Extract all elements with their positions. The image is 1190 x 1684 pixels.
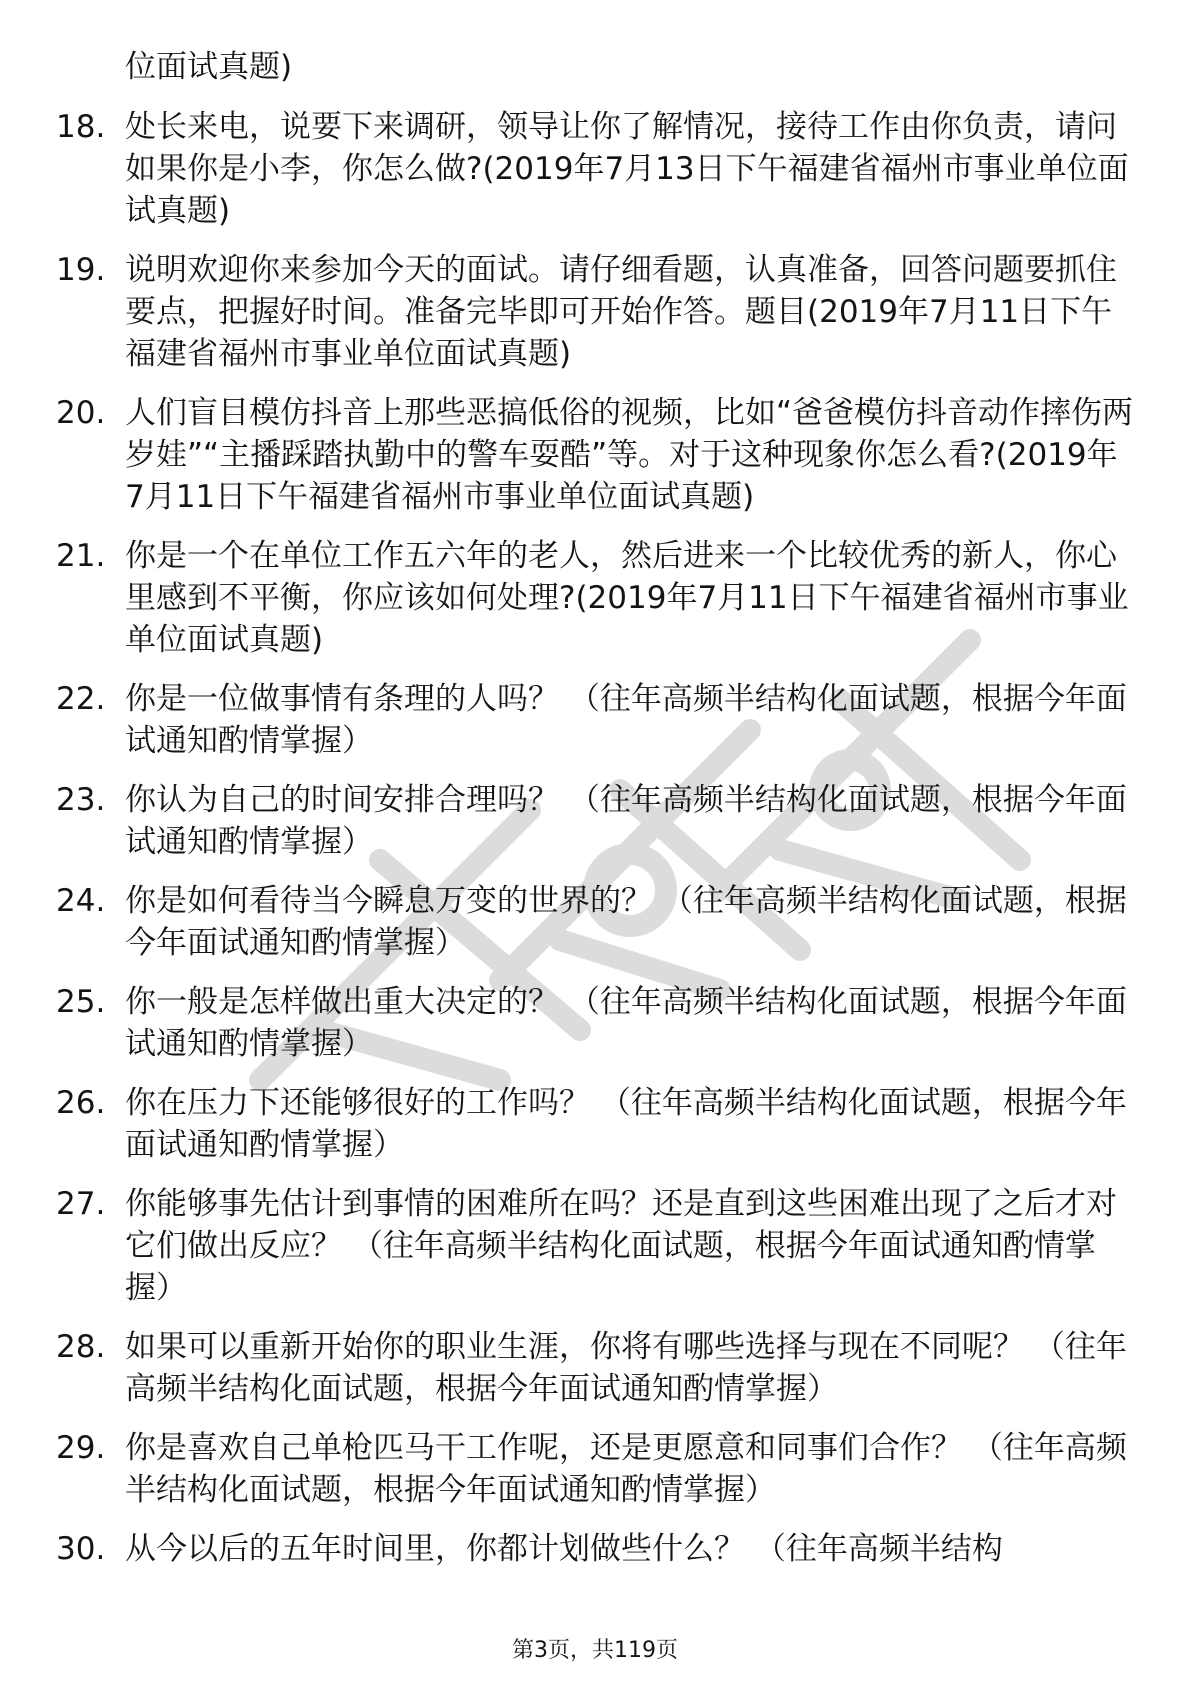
question-text: 处长来电，说要下来调研，领导让你了解情况，接待工作由你负责，请问如果你是小李，你怎么做?(2019年7月13日下午福建省福州市事业单位面试真题)	[125, 109, 1129, 229]
question-item-24	[56, 880, 1136, 964]
question-item-22	[56, 678, 1136, 762]
question-text: 你是喜欢自己单枪匹马干工作呢，还是更愿意和同事们合作？ （往年高频半结构化面试题，根据今年面试通知酌情掌握）	[125, 1430, 1127, 1508]
question-number: 23.	[56, 782, 106, 818]
question-number: 19.	[56, 252, 106, 288]
question-text: 你是如何看待当今瞬息万变的世界的？ （往年高频半结构化面试题，根据今年面试通知酌情掌握）	[125, 883, 1127, 961]
main-content	[56, 46, 1136, 1587]
question-text: 你认为自己的时间安排合理吗？ （往年高频半结构化面试题，根据今年面试通知酌情掌握）	[125, 782, 1127, 860]
question-list	[56, 106, 1136, 1570]
question-item-18	[56, 106, 1136, 232]
question-text: 你能够事先估计到事情的困难所在吗？还是直到这些困难出现了之后才对它们做出反应？ （往年高频半结构化面试题，根据今年面试通知酌情掌握）	[125, 1186, 1117, 1306]
continuation-text: 位面试真题)	[125, 49, 293, 85]
question-text: 你是一个在单位工作五六年的老人，然后进来一个比较优秀的新人，你心里感到不平衡，你应该如何处理?(2019年7月11日下午福建省福州市事业单位面试真题)	[125, 538, 1129, 658]
question-number: 26.	[56, 1085, 106, 1121]
question-number: 21.	[56, 538, 106, 574]
question-number: 30.	[56, 1531, 106, 1567]
question-number: 25.	[56, 984, 106, 1020]
question-item-20	[56, 392, 1136, 518]
question-number: 29.	[56, 1430, 106, 1466]
question-item-27	[56, 1183, 1136, 1309]
question-item-25	[56, 981, 1136, 1065]
question-item-29	[56, 1427, 1136, 1511]
question-text: 人们盲目模仿抖音上那些恶搞低俗的视频，比如“爸爸模仿抖音动作摔伤两岁娃”“主播踩踏执勤中的警车耍酷”等。对于这种现象你怎么看?(2019年7月11日下午福建省福州市事业单位面试真题)	[125, 395, 1134, 515]
question-item-26	[56, 1082, 1136, 1166]
page-footer: 第3页，共119页	[512, 1638, 678, 1663]
question-number: 20.	[56, 395, 106, 431]
question-item-19	[56, 249, 1136, 375]
question-number: 18.	[56, 109, 106, 145]
question-number: 22.	[56, 681, 106, 717]
question-item-21	[56, 535, 1136, 661]
question-number: 24.	[56, 883, 106, 919]
question-number: 28.	[56, 1329, 106, 1365]
question-text: 从今以后的五年时间里，你都计划做些什么？ （往年高频半结构	[125, 1531, 1003, 1567]
question-text: 说明欢迎你来参加今天的面试。请仔细看题，认真准备，回答问题要抓住要点，把握好时间。准备完毕即可开始作答。题目(2019年7月11日下午福建省福州市事业单位面试真题)	[125, 252, 1117, 372]
question-item-28	[56, 1326, 1136, 1410]
question-text: 如果可以重新开始你的职业生涯，你将有哪些选择与现在不同呢？ （往年高频半结构化面试题，根据今年面试通知酌情掌握）	[125, 1329, 1127, 1407]
question-number: 27.	[56, 1186, 106, 1222]
question-item-23	[56, 779, 1136, 863]
question-text: 你是一位做事情有条理的人吗？ （往年高频半结构化面试题，根据今年面试通知酌情掌握）	[125, 681, 1127, 759]
question-item-30	[56, 1528, 1136, 1570]
question-text: 你一般是怎样做出重大决定的？ （往年高频半结构化面试题，根据今年面试通知酌情掌握）	[125, 984, 1127, 1062]
question-text: 你在压力下还能够很好的工作吗？ （往年高频半结构化面试题，根据今年面试通知酌情掌握）	[125, 1085, 1127, 1163]
